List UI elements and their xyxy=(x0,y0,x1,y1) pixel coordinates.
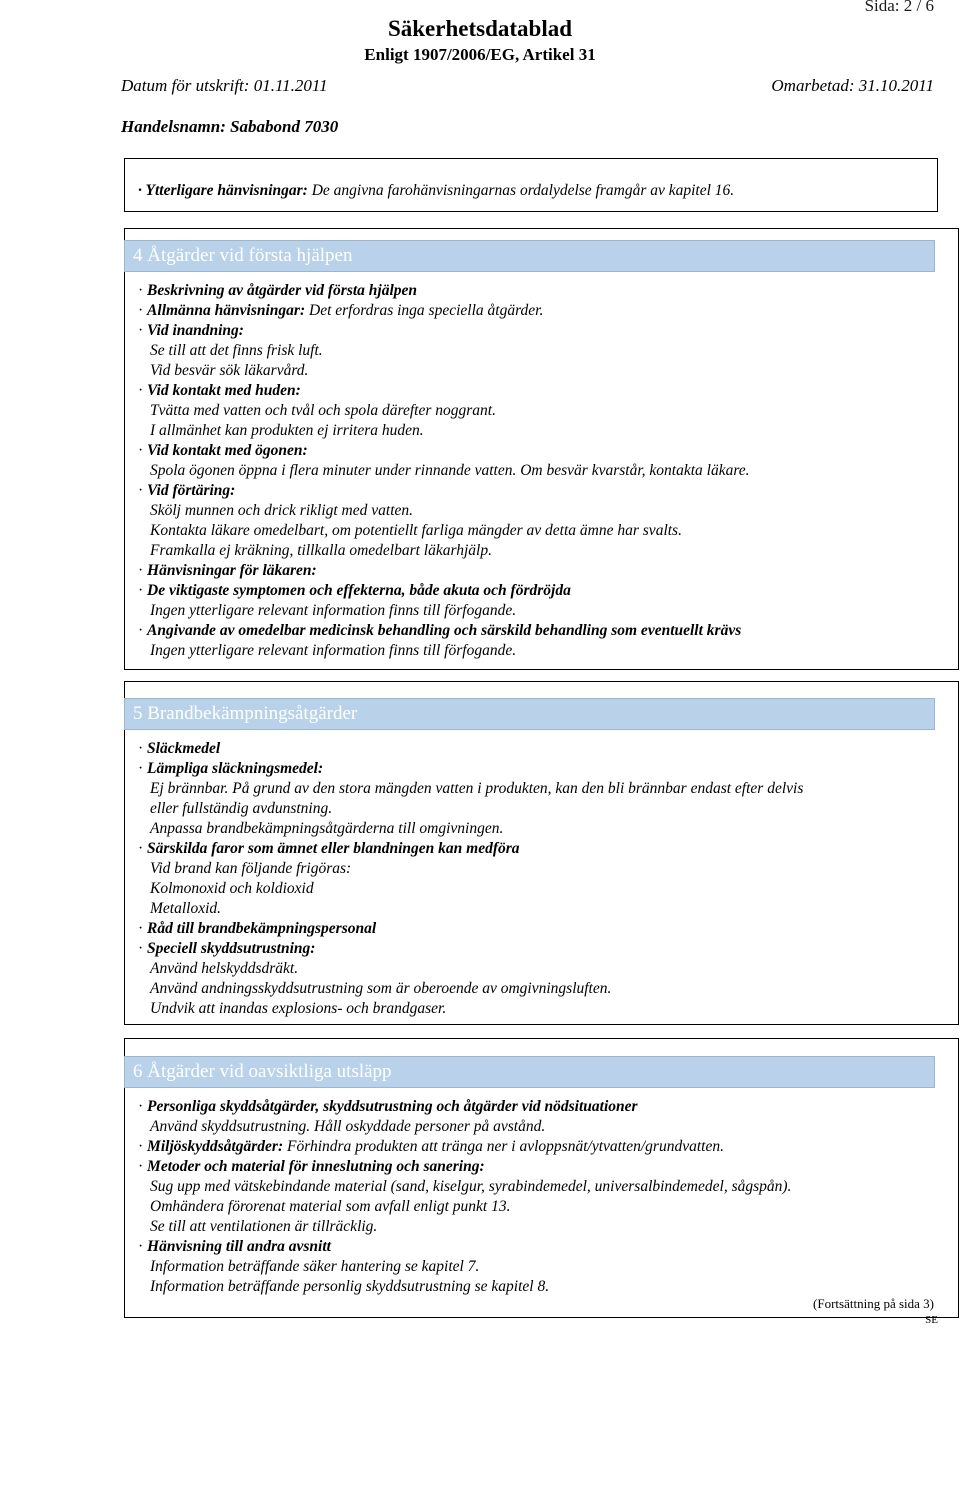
text-line xyxy=(138,421,750,441)
bullet-dot: · xyxy=(138,322,148,339)
text-line xyxy=(138,301,750,321)
line-text: Använd helskyddsdräkt. xyxy=(150,960,299,977)
text-line xyxy=(138,501,750,521)
line-text: Omhändera förorenat material som avfall enligt punkt 13. xyxy=(150,1198,511,1215)
line-text: Information beträffande säker hantering se kapitel 7. xyxy=(150,1258,480,1275)
line-text: Skölj munnen och drick rikligt med vatten. xyxy=(150,502,414,519)
text-line xyxy=(138,581,750,601)
text-line xyxy=(138,321,750,341)
line-text: Det erfordras inga speciella åtgärder. xyxy=(309,302,544,319)
text-line xyxy=(138,939,803,959)
bullet-dot: · xyxy=(138,442,148,459)
text-line xyxy=(138,919,803,939)
text-line xyxy=(138,441,750,461)
line-text: Se till att ventilationen är tillräcklig. xyxy=(150,1218,378,1235)
line-label: Hänvisning till andra avsnitt xyxy=(147,1238,331,1255)
bullet-dot: · xyxy=(138,740,148,757)
line-text: Sug upp med vätskebindande material (sand, kiselgur, syrabindemedel, universalbindemedel, sågspån). xyxy=(150,1178,792,1195)
text-line xyxy=(138,521,750,541)
line-label: Vid inandning: xyxy=(147,322,244,339)
text-line xyxy=(138,1117,791,1137)
line-label: De viktigaste symptomen och effekterna, både akuta och fördröjda xyxy=(147,582,571,599)
section-5-content xyxy=(138,739,803,1019)
text-line xyxy=(138,561,750,581)
bullet-dot: · xyxy=(138,940,148,957)
text-line xyxy=(138,979,803,999)
line-text: Kolmonoxid och koldioxid xyxy=(150,880,314,897)
bullet-dot: · xyxy=(138,582,148,599)
bullet-dot: · xyxy=(138,1138,148,1155)
section-6-heading: 6 Åtgärder vid oavsiktliga utsläpp xyxy=(124,1056,935,1088)
text-line xyxy=(138,461,750,481)
text-line xyxy=(138,341,750,361)
top-note-label: Ytterligare hänvisningar: xyxy=(145,182,308,199)
document-title: Säkerhetsdatablad xyxy=(387,16,573,41)
line-text: Kontakta läkare omedelbart, om potentiellt farliga mängder av detta ämne har svalts. xyxy=(150,522,682,539)
line-text: I allmänhet kan produkten ej irritera huden. xyxy=(150,422,424,439)
text-line xyxy=(138,1217,791,1237)
line-text: Anpassa brandbekämpningsåtgärderna till omgivningen. xyxy=(150,820,504,837)
bullet-dot: · xyxy=(138,562,148,579)
trade-name: Handelsnamn: Sababond 7030 xyxy=(121,117,339,136)
line-text: Förhindra produkten att tränga ner i avloppsnät/ytvatten/grundvatten. xyxy=(286,1138,724,1155)
top-note-text: De angivna farohänvisningarnas ordalydelse framgår av kapitel 16. xyxy=(311,182,735,199)
line-label: Angivande av omedelbar medicinsk behandling och särskild behandling som eventuellt krävs xyxy=(147,622,742,639)
line-text: Vid brand kan följande frigöras: xyxy=(150,860,352,877)
line-text: Tvätta med vatten och tvål och spola därefter noggrant. xyxy=(150,402,496,419)
text-line xyxy=(138,281,750,301)
document-subtitle: Enligt 1907/2006/EG, Artikel 31 xyxy=(364,45,596,64)
text-line xyxy=(138,799,803,819)
text-line xyxy=(138,361,750,381)
line-label: Metoder och material för inneslutning och sanering: xyxy=(147,1158,485,1175)
line-text: Använd skyddsutrustning. Håll oskyddade personer på avstånd. xyxy=(150,1118,546,1135)
text-line xyxy=(138,381,750,401)
text-line xyxy=(138,759,803,779)
bullet-dot: · xyxy=(138,1238,148,1255)
line-label: Miljöskyddsåtgärder: xyxy=(147,1138,284,1155)
line-text: eller fullständig avdunstning. xyxy=(150,800,333,817)
section-4-heading: 4 Åtgärder vid första hjälpen xyxy=(124,240,935,272)
language-code: SE xyxy=(925,1314,938,1326)
line-label: Vid kontakt med huden: xyxy=(147,382,301,399)
bullet-dot: · xyxy=(138,382,148,399)
line-label: Personliga skyddsåtgärder, skyddsutrustning och åtgärder vid nödsituationer xyxy=(147,1098,638,1115)
line-label: Råd till brandbekämpningspersonal xyxy=(147,920,377,937)
text-line xyxy=(138,1197,791,1217)
section-4-content xyxy=(138,281,750,661)
text-line xyxy=(138,959,803,979)
text-line xyxy=(138,1257,791,1277)
section-5-heading: 5 Brandbekämpningsåtgärder xyxy=(124,698,935,730)
text-line xyxy=(138,1277,791,1297)
text-line xyxy=(138,859,803,879)
line-text: Ingen ytterligare relevant information finns till förfogande. xyxy=(150,642,517,659)
line-text: Undvik att inandas explosions- och brandgaser. xyxy=(150,1000,447,1017)
text-line xyxy=(138,999,803,1019)
line-label: Beskrivning av åtgärder vid första hjälpen xyxy=(147,282,418,299)
line-text: Vid besvär sök läkarvård. xyxy=(150,362,309,379)
date-row xyxy=(121,76,934,96)
print-date: Datum för utskrift: 01.11.2011 xyxy=(121,76,328,95)
bullet-dot: · xyxy=(138,622,148,639)
text-line xyxy=(138,1137,791,1157)
text-line xyxy=(138,481,750,501)
line-text: Framkalla ej kräkning, tillkalla omedelbart läkarhjälp. xyxy=(150,542,492,559)
line-text: Ej brännbar. På grund av den stora mängden vatten i produkten, kan den bli brännbar endast efter delvis xyxy=(150,780,804,797)
line-text: Spola ögonen öppna i flera minuter under rinnande vatten. Om besvär kvarstår, kontakta läkare. xyxy=(150,462,750,479)
text-line xyxy=(138,1237,791,1257)
text-line xyxy=(138,779,803,799)
continued-to-note: (Fortsättning på sida 3) xyxy=(813,1296,934,1311)
bullet-dot: · xyxy=(138,920,148,937)
bullet-dot: · xyxy=(138,1158,148,1175)
bullet-dot: · xyxy=(138,760,148,777)
line-label: Särskilda faror som ämnet eller blandningen kan medföra xyxy=(147,840,520,857)
line-text: Se till att det finns frisk luft. xyxy=(150,342,323,359)
revision-date: Omarbetad: 31.10.2011 xyxy=(771,76,934,95)
line-text: Ingen ytterligare relevant information finns till förfogande. xyxy=(150,602,517,619)
line-text: Information beträffande personlig skyddsutrustning se kapitel 8. xyxy=(150,1278,550,1295)
line-label: Hänvisningar för läkaren: xyxy=(147,562,317,579)
line-text: Använd andningsskyddsutrustning som är oberoende av omgivningsluften. xyxy=(150,980,612,997)
bullet-dot: · xyxy=(138,482,148,499)
bullet-dot: · xyxy=(138,1098,148,1115)
top-note: · Ytterligare hänvisningar: De angivna farohänvisningarnas ordalydelse framgår av kapitel 16. xyxy=(138,182,735,199)
line-label: Lämpliga släckningsmedel: xyxy=(147,760,324,777)
line-text: Metalloxid. xyxy=(150,900,222,917)
bullet-dot: · xyxy=(138,282,148,299)
bullet-dot: · xyxy=(138,840,148,857)
text-line xyxy=(138,641,750,661)
section-6-content xyxy=(138,1097,791,1297)
text-line xyxy=(138,839,803,859)
line-label: Allmänna hänvisningar: xyxy=(147,302,306,319)
text-line xyxy=(138,879,803,899)
line-label: Släckmedel xyxy=(147,740,221,757)
text-line xyxy=(138,601,750,621)
text-line xyxy=(138,1097,791,1117)
text-line xyxy=(138,621,750,641)
text-line xyxy=(138,1157,791,1177)
line-label: Speciell skyddsutrustning: xyxy=(147,940,316,957)
line-label: Vid förtäring: xyxy=(147,482,236,499)
text-line xyxy=(138,819,803,839)
text-line xyxy=(138,401,750,421)
text-line xyxy=(138,899,803,919)
page-number: Sida: 2 / 6 xyxy=(864,0,934,15)
text-line xyxy=(138,739,803,759)
text-line xyxy=(138,1177,791,1197)
bullet-dot: · xyxy=(138,302,148,319)
text-line xyxy=(138,541,750,561)
line-label: Vid kontakt med ögonen: xyxy=(147,442,308,459)
